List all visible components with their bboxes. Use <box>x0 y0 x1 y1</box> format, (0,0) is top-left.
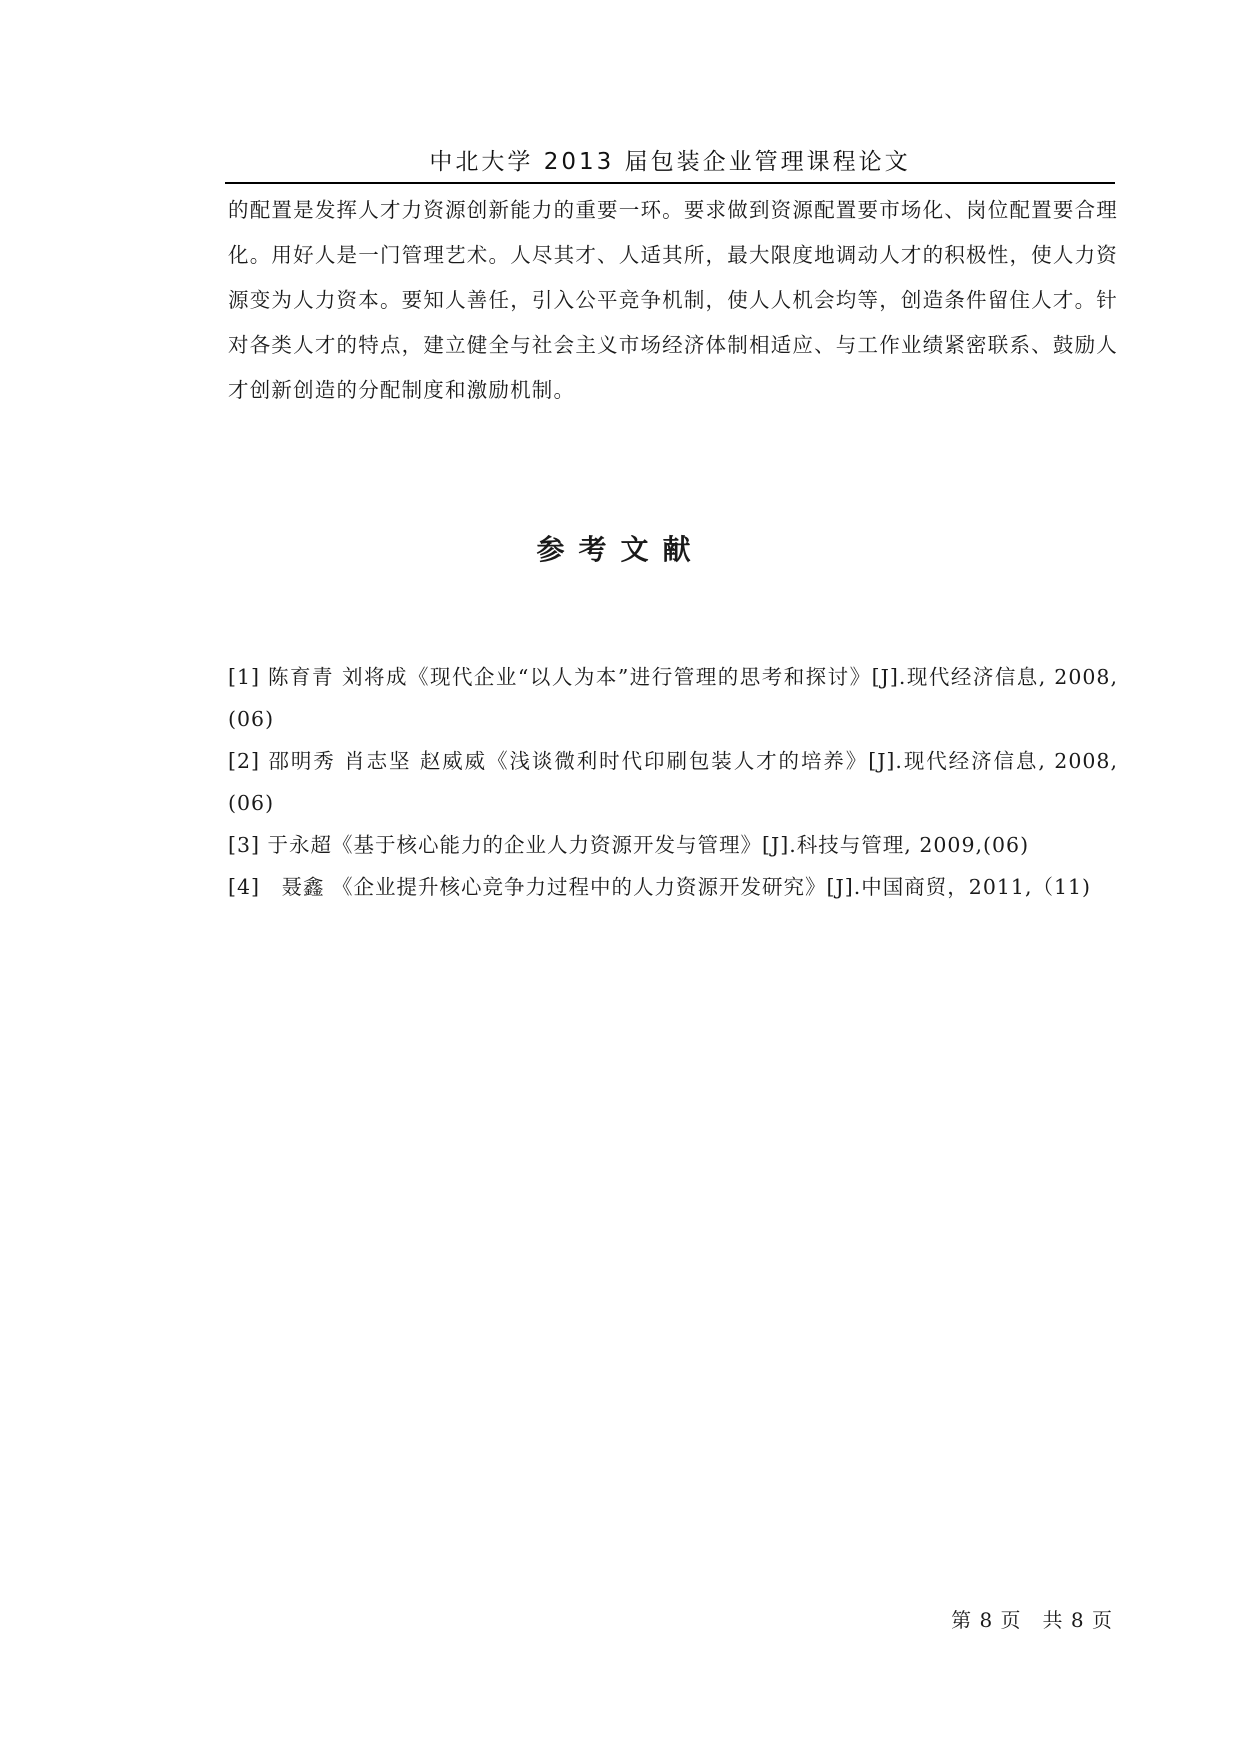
references-title: 参考文献 <box>536 533 705 566</box>
page-header <box>225 142 1115 184</box>
reference-item-2: [2] 邵明秀 肖志坚 赵威威《浅谈微利时代印刷包装人才的培养》[J].现代经济信息, 2008,(06) <box>228 749 1118 815</box>
body-paragraph: 的配置是发挥人才力资源创新能力的重要一环。要求做到资源配置要市场化、岗位配置要合理化。用好人是一门管理艺术。人尽其才、人适其所，最大限度地调动人才的积极性，使人力资源变为人力资本。要知人善任，引入公平竞争机制，使人人机会均等，创造条件留住人才。针对各类人才的特点，建立健全与社会主义市场经济体制相适应、与工作业绩紧密联系、鼓励人才创新创造的分配制度和激励机制。 <box>228 198 1118 402</box>
reference-item-4: [4] 聂鑫 《企业提升核心竞争力过程中的人力资源开发研究》[J].中国商贸，2011,（11) <box>228 875 1092 899</box>
page-number: 第 8 页 共 8 页 <box>951 1608 1113 1632</box>
header-title: 中北大学 2013 届包装企业管理课程论文 <box>429 149 911 175</box>
references-list <box>228 656 1118 908</box>
reference-item-1: [1] 陈育青 刘将成《现代企业“以人为本”进行管理的思考和探讨》[J].现代经济信息, 2008,(06) <box>228 665 1118 731</box>
reference-item-3: [3] 于永超《基于核心能力的企业人力资源开发与管理》[J].科技与管理, 2009,(06) <box>228 833 1030 857</box>
